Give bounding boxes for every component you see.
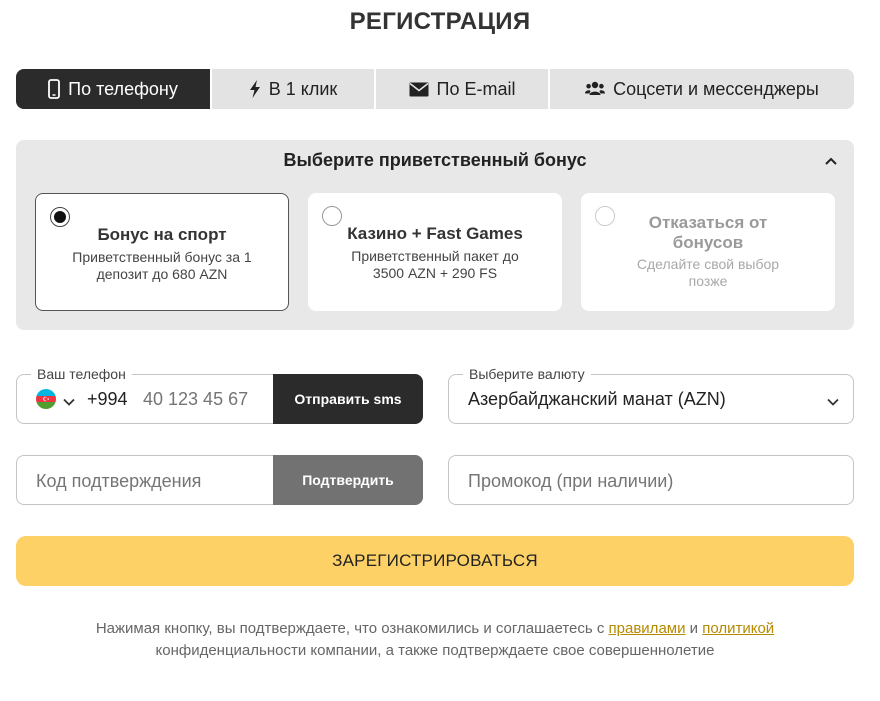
bonus-option-subtitle: Приветственный пакет до 3500 AZN + 290 FS: [351, 248, 519, 281]
legal-text-after: конфиденциальности компании, а также подтверждаете свое совершеннолетие: [155, 642, 715, 659]
tab-one-click-label: В 1 клик: [268, 78, 338, 99]
tab-phone[interactable]: [16, 69, 212, 109]
send-sms-button[interactable]: Отправить sms: [273, 374, 423, 424]
chevron-down-icon[interactable]: [63, 394, 75, 412]
promo-field: [448, 455, 854, 505]
country-code: +994: [87, 389, 128, 409]
tab-phone-label: По телефону: [68, 78, 178, 99]
currency-value: Азербайджанский манат (AZN): [468, 389, 726, 409]
legal-text-before: Нажимая кнопку, вы подтверждаете, что ознакомились и соглашаетесь с: [95, 620, 609, 637]
bonus-option-title: Отказаться от бонусов: [648, 213, 768, 252]
radio-casino[interactable]: [322, 206, 342, 226]
legal-and: и: [685, 620, 703, 637]
confirm-field: [16, 455, 423, 505]
confirm-button[interactable]: Подтвердить: [273, 455, 423, 505]
tab-email-label: По E-mail: [436, 78, 516, 99]
promo-code-input[interactable]: [468, 469, 828, 493]
lightning-icon: [249, 80, 261, 98]
tab-social-label: Соцсети и мессенджеры: [613, 78, 819, 99]
rules-link[interactable]: правилами: [608, 620, 686, 637]
page-title: РЕГИСТРАЦИЯ: [349, 8, 531, 35]
tab-social[interactable]: [550, 69, 854, 109]
policy-link[interactable]: политикой: [702, 620, 775, 637]
bonus-option-sport[interactable]: [35, 193, 289, 311]
chevron-down-icon: [827, 394, 839, 412]
users-icon: [585, 81, 605, 97]
bonus-heading: Выберите приветственный бонус: [283, 150, 587, 170]
phone-field: [16, 366, 423, 424]
register-button[interactable]: ЗАРЕГИСТРИРОВАТЬСЯ: [16, 536, 854, 586]
bonus-option-casino[interactable]: [308, 193, 562, 311]
radio-decline[interactable]: [595, 206, 615, 226]
bonus-option-title: Бонус на спорт: [97, 225, 227, 244]
bonus-option-title: Казино + Fast Games: [347, 224, 523, 243]
azerbaijan-flag-icon[interactable]: [36, 389, 56, 414]
phone-icon: [48, 79, 60, 99]
bonus-option-subtitle: Сделайте свой выбор позже: [636, 256, 780, 289]
currency-label: Выберите валюту: [463, 365, 591, 383]
bonus-option-decline[interactable]: [581, 193, 835, 311]
currency-select[interactable]: [448, 366, 854, 424]
confirm-code-input[interactable]: [36, 469, 266, 493]
bonus-option-subtitle: Приветственный бонус за 1 депозит до 680 AZN: [72, 249, 252, 282]
legal-notice: [40, 618, 830, 662]
registration-tabs: [16, 69, 854, 109]
tab-email[interactable]: [376, 69, 550, 109]
chevron-up-icon[interactable]: [824, 154, 838, 168]
radio-sport[interactable]: [50, 207, 70, 227]
phone-input[interactable]: [143, 387, 271, 411]
envelope-icon: [409, 82, 429, 97]
phone-label: Ваш телефон: [31, 365, 132, 383]
bonus-panel: [16, 140, 854, 330]
tab-one-click[interactable]: [212, 69, 376, 109]
